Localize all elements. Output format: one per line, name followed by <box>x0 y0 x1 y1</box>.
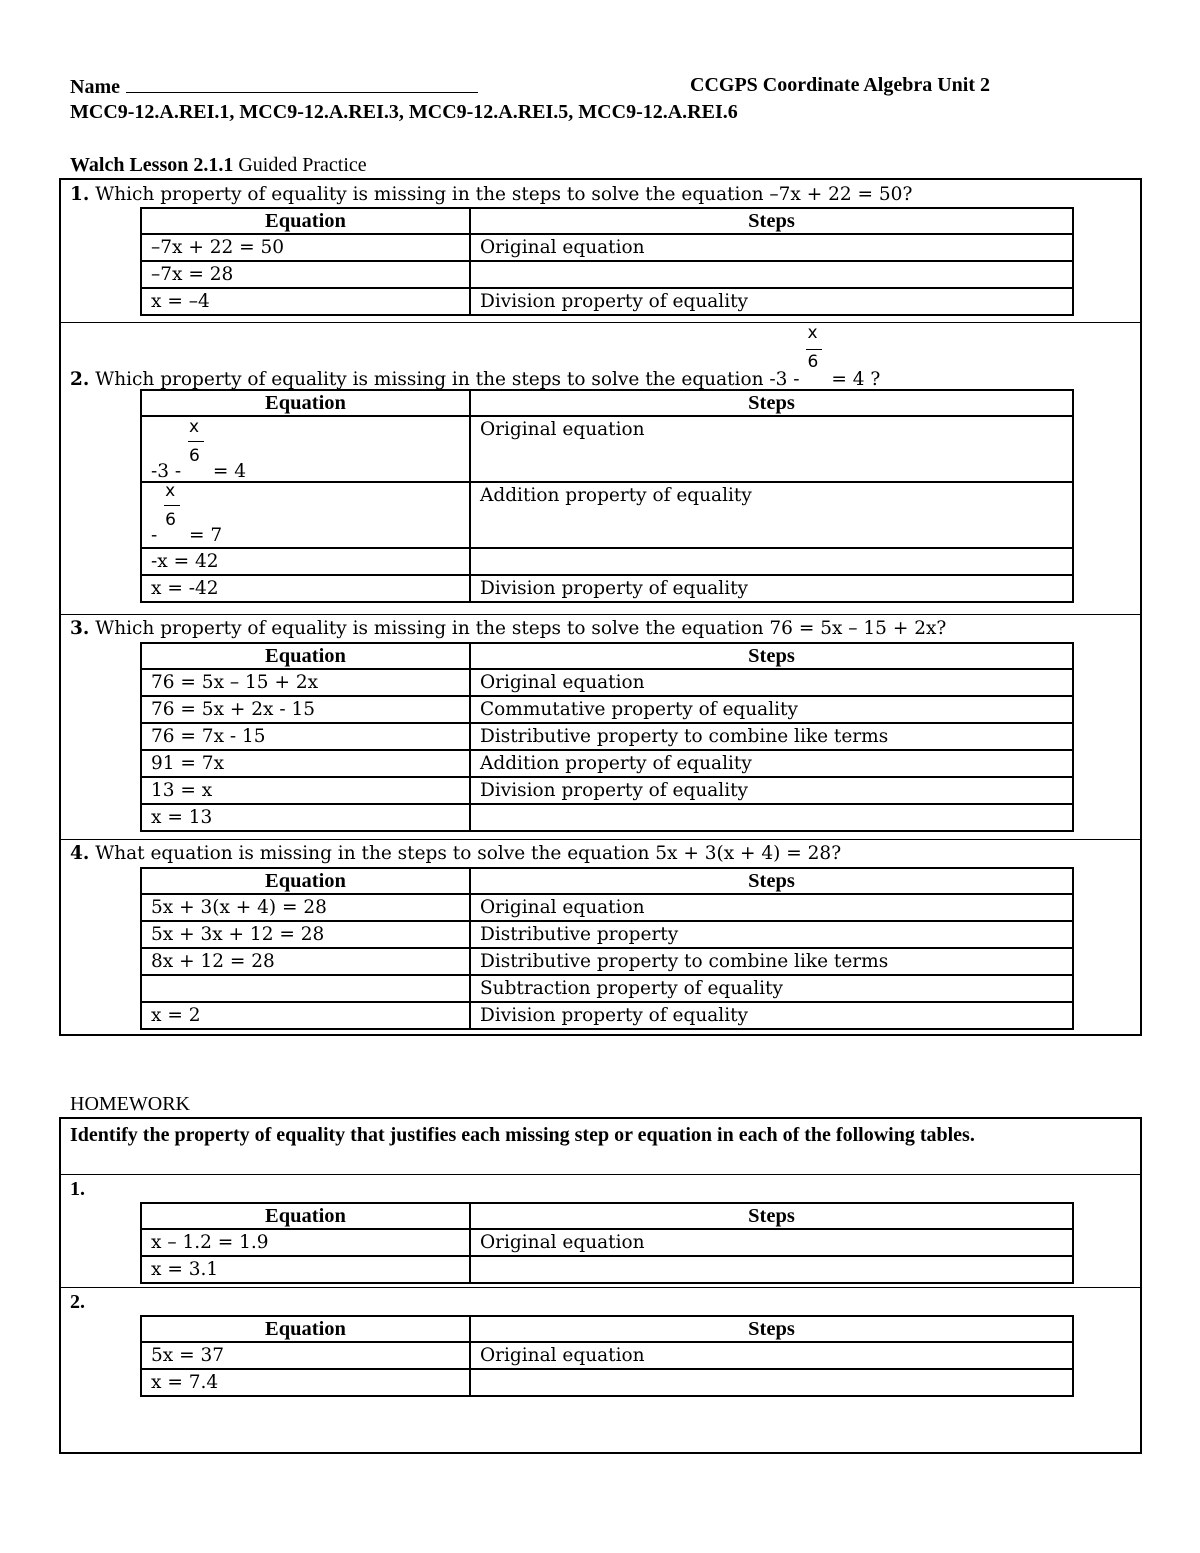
question-2-section <box>61 322 1140 615</box>
question-1-text <box>70 184 912 205</box>
step-cell: Division property of equality <box>470 288 1073 315</box>
equation-header: Equation <box>141 1316 470 1342</box>
homework-box <box>59 1117 1142 1454</box>
step-cell: Distributive property to combine like terms <box>470 723 1073 750</box>
table-row <box>141 669 1073 696</box>
step-cell[interactable] <box>470 1256 1073 1283</box>
lesson-rest: Guided Practice <box>233 154 367 176</box>
equation-cell: 91 = 7x <box>141 750 470 777</box>
equation-prefix: - <box>151 525 164 546</box>
equation-cell: 5x = 37 <box>141 1342 470 1369</box>
fraction-bar <box>806 349 822 350</box>
question-number: 2. <box>70 369 90 390</box>
table-row <box>141 948 1073 975</box>
equation-suffix: = 7 <box>183 525 223 546</box>
lesson-title <box>70 154 367 177</box>
step-cell: Original equation <box>470 1342 1073 1369</box>
fraction-bar <box>188 441 204 442</box>
table-row <box>141 921 1073 948</box>
question-prompt: Which property of equality is missing in the steps to solve the equation 76 = 5x – 15 + 2x? <box>89 618 947 639</box>
step-cell: Commutative property of equality <box>470 696 1073 723</box>
steps-header: Steps <box>470 1316 1073 1342</box>
equation-header: Equation <box>141 643 470 669</box>
table-row <box>141 1256 1073 1283</box>
lesson-bold: Walch Lesson 2.1.1 <box>70 154 234 176</box>
step-cell: Original equation <box>470 416 1073 482</box>
name-label: Name <box>70 76 120 98</box>
homework-instructions: Identify the property of equality that justifies each missing step or equation in each of the following tables. <box>70 1124 975 1146</box>
name-label-line <box>70 74 478 99</box>
step-cell: Original equation <box>470 234 1073 261</box>
question-prompt: Which property of equality is missing in the steps to solve the equation <box>89 369 764 390</box>
step-cell[interactable] <box>470 548 1073 575</box>
question-1-section <box>61 180 1140 322</box>
table-row <box>141 234 1073 261</box>
homework-2-section <box>61 1287 1140 1453</box>
equation-cell: x = 13 <box>141 804 470 831</box>
table-row <box>141 1342 1073 1369</box>
step-cell: Addition property of equality <box>470 482 1073 548</box>
table-row <box>141 804 1073 831</box>
question-4-table <box>140 867 1074 1030</box>
steps-header: Steps <box>470 208 1073 234</box>
question-prompt: What equation is missing in the steps to solve the equation 5x + 3(x + 4) = 28? <box>89 843 842 864</box>
equation-cell: –7x + 22 = 50 <box>141 234 470 261</box>
step-cell: Division property of equality <box>470 1002 1073 1029</box>
equation-cell <box>141 416 470 482</box>
table-row <box>141 894 1073 921</box>
name-blank[interactable] <box>126 74 478 93</box>
fraction-bar <box>164 505 180 506</box>
homework-label: HOMEWORK <box>70 1093 190 1115</box>
steps-header: Steps <box>470 390 1073 416</box>
table-row <box>141 1229 1073 1256</box>
course-title: CCGPS Coordinate Algebra Unit 2 <box>690 74 990 96</box>
fraction-numerator: x <box>807 323 818 343</box>
question-4-text <box>70 843 841 864</box>
steps-header: Steps <box>470 868 1073 894</box>
question-3-text <box>70 618 946 639</box>
equation-header: Equation <box>141 208 470 234</box>
equation-cell: x = –4 <box>141 288 470 315</box>
equation-prefix: -3 - <box>763 369 806 390</box>
step-cell: Division property of equality <box>470 575 1073 602</box>
equation-header: Equation <box>141 868 470 894</box>
step-cell: Original equation <box>470 669 1073 696</box>
equation-cell: 13 = x <box>141 777 470 804</box>
equation-suffix: = 4 <box>207 461 247 482</box>
table-row <box>141 696 1073 723</box>
table-row <box>141 482 1073 548</box>
equation-header: Equation <box>141 1203 470 1229</box>
equation-cell: x – 1.2 = 1.9 <box>141 1229 470 1256</box>
steps-header: Steps <box>470 1203 1073 1229</box>
fraction-denominator: 6 <box>189 446 200 466</box>
equation-cell: -x = 42 <box>141 548 470 575</box>
step-cell: Division property of equality <box>470 777 1073 804</box>
standards: MCC9-12.A.REI.1, MCC9-12.A.REI.3, MCC9-12.A.REI.5, MCC9-12.A.REI.6 <box>70 101 738 123</box>
homework-2-number: 2. <box>70 1291 85 1313</box>
question-number: 1. <box>70 184 90 205</box>
step-cell: Subtraction property of equality <box>470 975 1073 1002</box>
table-row <box>141 1002 1073 1029</box>
table-row <box>141 750 1073 777</box>
equation-suffix: = 4 ? <box>825 369 881 390</box>
fraction <box>187 417 207 477</box>
table-row <box>141 1369 1073 1396</box>
step-cell: Original equation <box>470 1229 1073 1256</box>
table-row <box>141 548 1073 575</box>
fraction <box>163 481 183 541</box>
step-cell: Distributive property <box>470 921 1073 948</box>
fraction-numerator: x <box>165 481 176 501</box>
table-row <box>141 288 1073 315</box>
equation-cell: 5x + 3(x + 4) = 28 <box>141 894 470 921</box>
table-row <box>141 723 1073 750</box>
equation-cell <box>141 482 470 548</box>
equation-cell: –7x = 28 <box>141 261 470 288</box>
table-row <box>141 975 1073 1002</box>
table-row <box>141 777 1073 804</box>
guided-practice-box <box>59 178 1142 1036</box>
step-cell: Distributive property to combine like terms <box>470 948 1073 975</box>
fraction-denominator: 6 <box>165 510 176 530</box>
question-3-table <box>140 642 1074 832</box>
table-row <box>141 575 1073 602</box>
step-cell: Addition property of equality <box>470 750 1073 777</box>
equation-cell: x = 3.1 <box>141 1256 470 1283</box>
steps-header: Steps <box>470 643 1073 669</box>
equation-cell: 8x + 12 = 28 <box>141 948 470 975</box>
question-3-section <box>61 614 1140 840</box>
equation-cell: 76 = 5x + 2x - 15 <box>141 696 470 723</box>
question-number: 3. <box>70 618 90 639</box>
question-2-table <box>140 389 1074 603</box>
homework-1-number: 1. <box>70 1178 85 1200</box>
equation-header: Equation <box>141 390 470 416</box>
question-1-table <box>140 207 1074 316</box>
homework-1-section <box>61 1174 1140 1288</box>
equation-cell: 76 = 5x – 15 + 2x <box>141 669 470 696</box>
step-cell[interactable] <box>470 261 1073 288</box>
step-cell[interactable] <box>470 804 1073 831</box>
equation-cell: 76 = 7x - 15 <box>141 723 470 750</box>
question-number: 4. <box>70 843 90 864</box>
equation-cell[interactable] <box>141 975 470 1002</box>
equation-cell: x = 7.4 <box>141 1369 470 1396</box>
equation-cell: x = -42 <box>141 575 470 602</box>
homework-2-table <box>140 1315 1074 1397</box>
question-prompt: Which property of equality is missing in the steps to solve the equation –7x + 22 = 50? <box>89 184 913 205</box>
fraction-numerator: x <box>189 417 200 437</box>
equation-cell: x = 2 <box>141 1002 470 1029</box>
equation-cell: 5x + 3x + 12 = 28 <box>141 921 470 948</box>
homework-1-table <box>140 1202 1074 1284</box>
equation-prefix: -3 - <box>151 461 188 482</box>
question-2-text <box>70 323 881 390</box>
question-4-section <box>61 839 1140 1035</box>
table-row <box>141 416 1073 482</box>
step-cell: Original equation <box>470 894 1073 921</box>
step-cell[interactable] <box>470 1369 1073 1396</box>
fraction <box>805 323 825 385</box>
fraction-denominator: 6 <box>807 352 819 372</box>
table-row <box>141 261 1073 288</box>
